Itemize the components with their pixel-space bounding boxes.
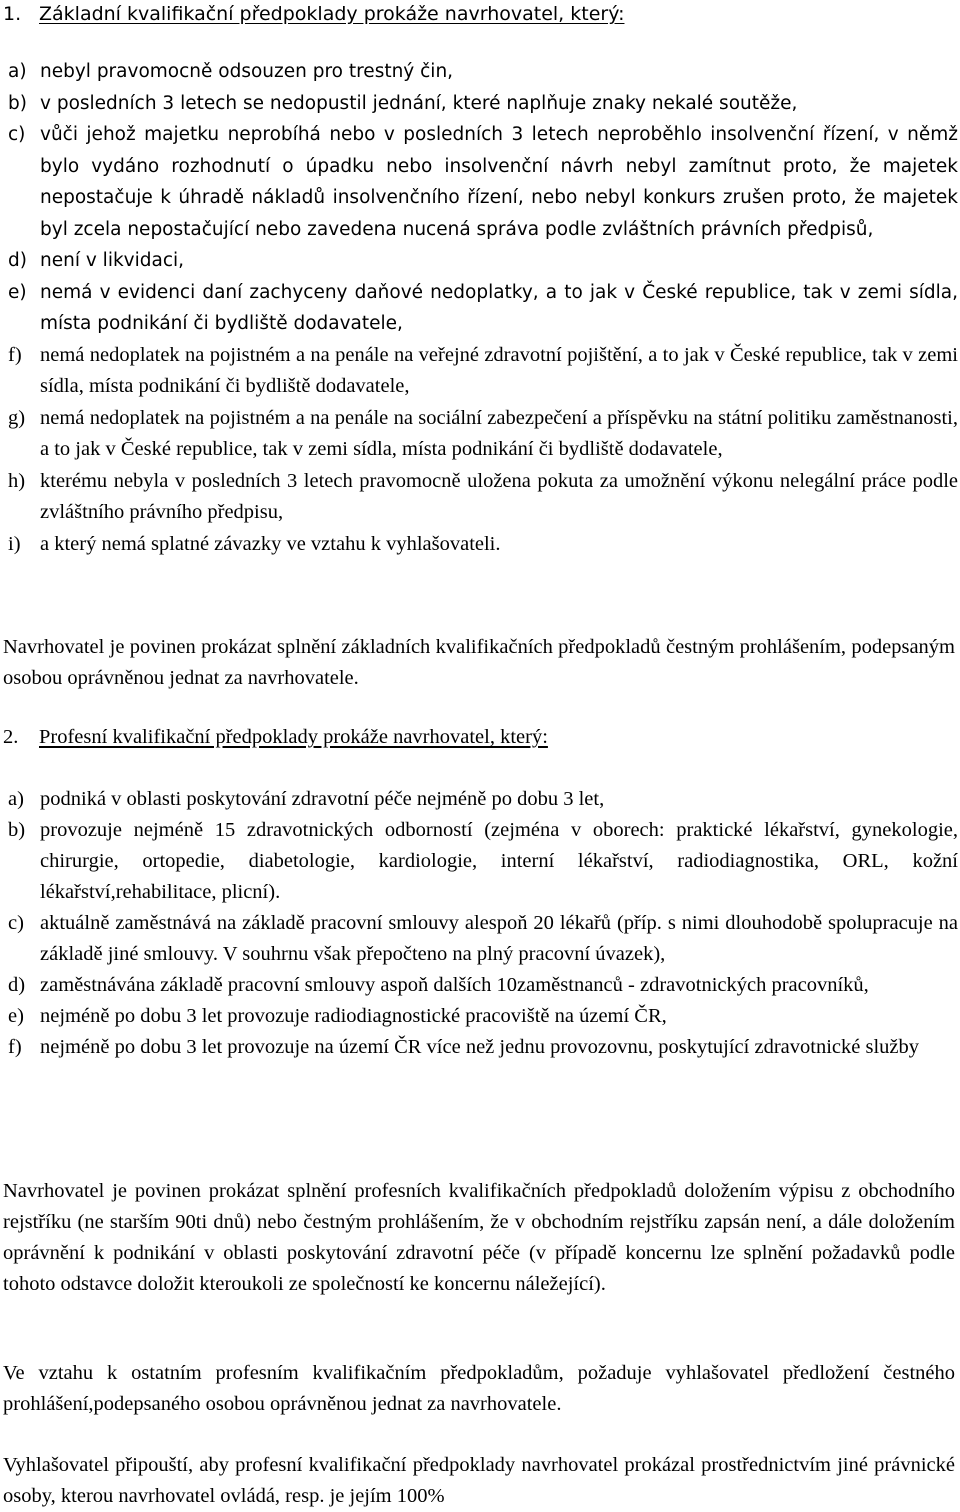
list-item-marker: e)	[8, 1005, 24, 1027]
list-item	[8, 908, 958, 970]
list-item	[8, 277, 958, 340]
list-item-text: nemá nedoplatek na pojistném a na penále na veřejné zdravotní pojištění, a to jak v České republice, tak v zemi sídla, místa podnikání či bydliště dodavatele,	[40, 343, 958, 397]
section-1-list	[8, 56, 958, 560]
section-2-paragraph-1: Navrhovatel je povinen prokázat splnění profesních kvalifikačních předpokladů doložením výpisu z obchodního rejstříku (ne starším 90ti dnů) nebo čestným prohlášením, že v obchodním rejstříku zapsán není, a dále doložením oprávnění k podnikání v oblasti poskytování zdravotní péče (v případě koncernu lze splnění požadavků podle tohoto odstavce doložit kteroukoli ze společností ke koncernu náležející).	[3, 1180, 955, 1295]
list-item	[8, 340, 958, 403]
section-1-number: 1.	[3, 3, 22, 25]
list-item-text: nemá v evidenci daní zachyceny daňové nedoplatky, a to jak v České republice, tak v zemi sídla, místa podnikání či bydliště dodavatele,	[40, 281, 958, 334]
list-item-text: nejméně po dobu 3 let provozuje radiodiagnostické pracoviště na území ČR,	[40, 1005, 667, 1027]
list-item-text: v posledních 3 letech se nedopustil jednání, které naplňuje znaky nekalé soutěže,	[40, 92, 798, 114]
list-item-marker: a)	[8, 788, 24, 810]
list-item-marker: b)	[8, 92, 27, 114]
section-2-paragraph-3: Vyhlašovatel připouští, aby profesní kvalifikační předpoklady navrhovatel prokázal prostřednictvím jiné právnické osoby, kterou navrhovatel ovládá, resp. je jejím 100%	[3, 1454, 955, 1507]
list-item-text: a který nemá splatné závazky ve vztahu k vyhlašovateli.	[40, 532, 501, 555]
list-item	[8, 403, 958, 466]
list-item	[8, 56, 958, 88]
list-item	[8, 529, 958, 561]
list-item-marker: e)	[8, 281, 27, 303]
list-item	[8, 88, 958, 120]
list-item-marker: h)	[8, 469, 26, 492]
list-item-text: aktuálně zaměstnává na základě pracovní smlouvy alespoň 20 lékařů (příp. s nimi dlouhodobě spolupracuje na základě jiné smlouvy. V souhrnu však přepočteno na plný pracovní úvazek),	[40, 912, 958, 965]
list-item-marker: f)	[8, 1036, 22, 1058]
list-item-text: nejméně po dobu 3 let provozuje na území ČR více než jednu provozovnu, poskytující zdravotnické služby	[40, 1036, 919, 1058]
section-2-paragraph-2: Ve vztahu k ostatním profesním kvalifikačním předpokladům, požaduje vyhlašovatel předložení čestného prohlášení,podepsaného osobou oprávněnou jednat za navrhovatele.	[3, 1362, 955, 1415]
section-2-heading	[3, 722, 903, 752]
list-item-marker: g)	[8, 406, 26, 429]
list-item	[8, 466, 958, 529]
list-item	[8, 970, 958, 1001]
list-item-text: kterému nebyla v posledních 3 letech pravomocně uložena pokuta za umožnění výkonu nelegální práce podle zvláštního právního předpisu,	[40, 469, 958, 523]
list-item-text: zaměstnávána základě pracovní smlouvy aspoň dalších 10zaměstnanců - zdravotnických pracovníků,	[40, 974, 869, 996]
list-item-marker: d)	[8, 974, 26, 996]
section-2-title: Profesní kvalifikační předpoklady prokáže navrhovatel, který:	[39, 726, 548, 748]
section-1-paragraph: Navrhovatel je povinen prokázat splnění základních kvalifikačních předpokladů čestným prohlášením, podepsaným osobou oprávněnou jednat za navrhovatele.	[3, 636, 955, 689]
section-2-list	[8, 784, 958, 1063]
list-item	[8, 1001, 958, 1032]
section-1-title: Základní kvalifikační předpoklady prokáže navrhovatel, který:	[39, 3, 625, 25]
list-item-marker: c)	[8, 912, 24, 934]
list-item-text: není v likvidaci,	[40, 250, 185, 271]
list-item	[8, 119, 958, 245]
list-item-marker: b)	[8, 819, 26, 841]
list-item-marker: f)	[8, 343, 22, 366]
section-2-number: 2.	[3, 726, 19, 748]
list-item-marker: i)	[8, 532, 21, 555]
list-item-marker: d)	[8, 250, 27, 271]
list-item-text: provozuje nejméně 15 zdravotnických odborností (zejména v oborech: praktické lékařství, gynekologie, chirurgie, ortopedie, diabetologie, kardiologie, interní lékařství, radiodiagnostika, ORL, kožní lékařství,rehabilitace, plicní).	[40, 819, 958, 903]
list-item	[8, 815, 958, 908]
list-item	[8, 245, 958, 277]
list-item-text: nebyl pravomocně odsouzen pro trestný čin,	[40, 61, 454, 82]
list-item-text: podniká v oblasti poskytování zdravotní péče nejméně po dobu 3 let,	[40, 788, 605, 810]
list-item-marker: a)	[8, 61, 27, 82]
list-item-text: vůči jehož majetku neprobíhá nebo v posledních 3 letech neproběhlo insolvenční řízení, v němž bylo vydáno rozhodnutí o úpadku nebo insolvenční návrh nebyl zamítnut proto, že majetek nepostačuje k úhradě nákladů insolvenčního řízení, nebo nebyl konkurs zrušen proto, že majetek byl zcela nepostačující nebo zavedena nucená správa podle zvláštních právních předpisů,	[40, 124, 958, 240]
section-1-heading	[3, 0, 903, 29]
list-item	[8, 784, 958, 815]
list-item-text: nemá nedoplatek na pojistném a na penále na sociální zabezpečení a příspěvku na státní politiku zaměstnanosti, a to jak v České republice, tak v zemi sídla, místa podnikání či bydliště dodavatele,	[40, 406, 958, 460]
list-item	[8, 1032, 958, 1063]
list-item-marker: c)	[8, 124, 26, 145]
